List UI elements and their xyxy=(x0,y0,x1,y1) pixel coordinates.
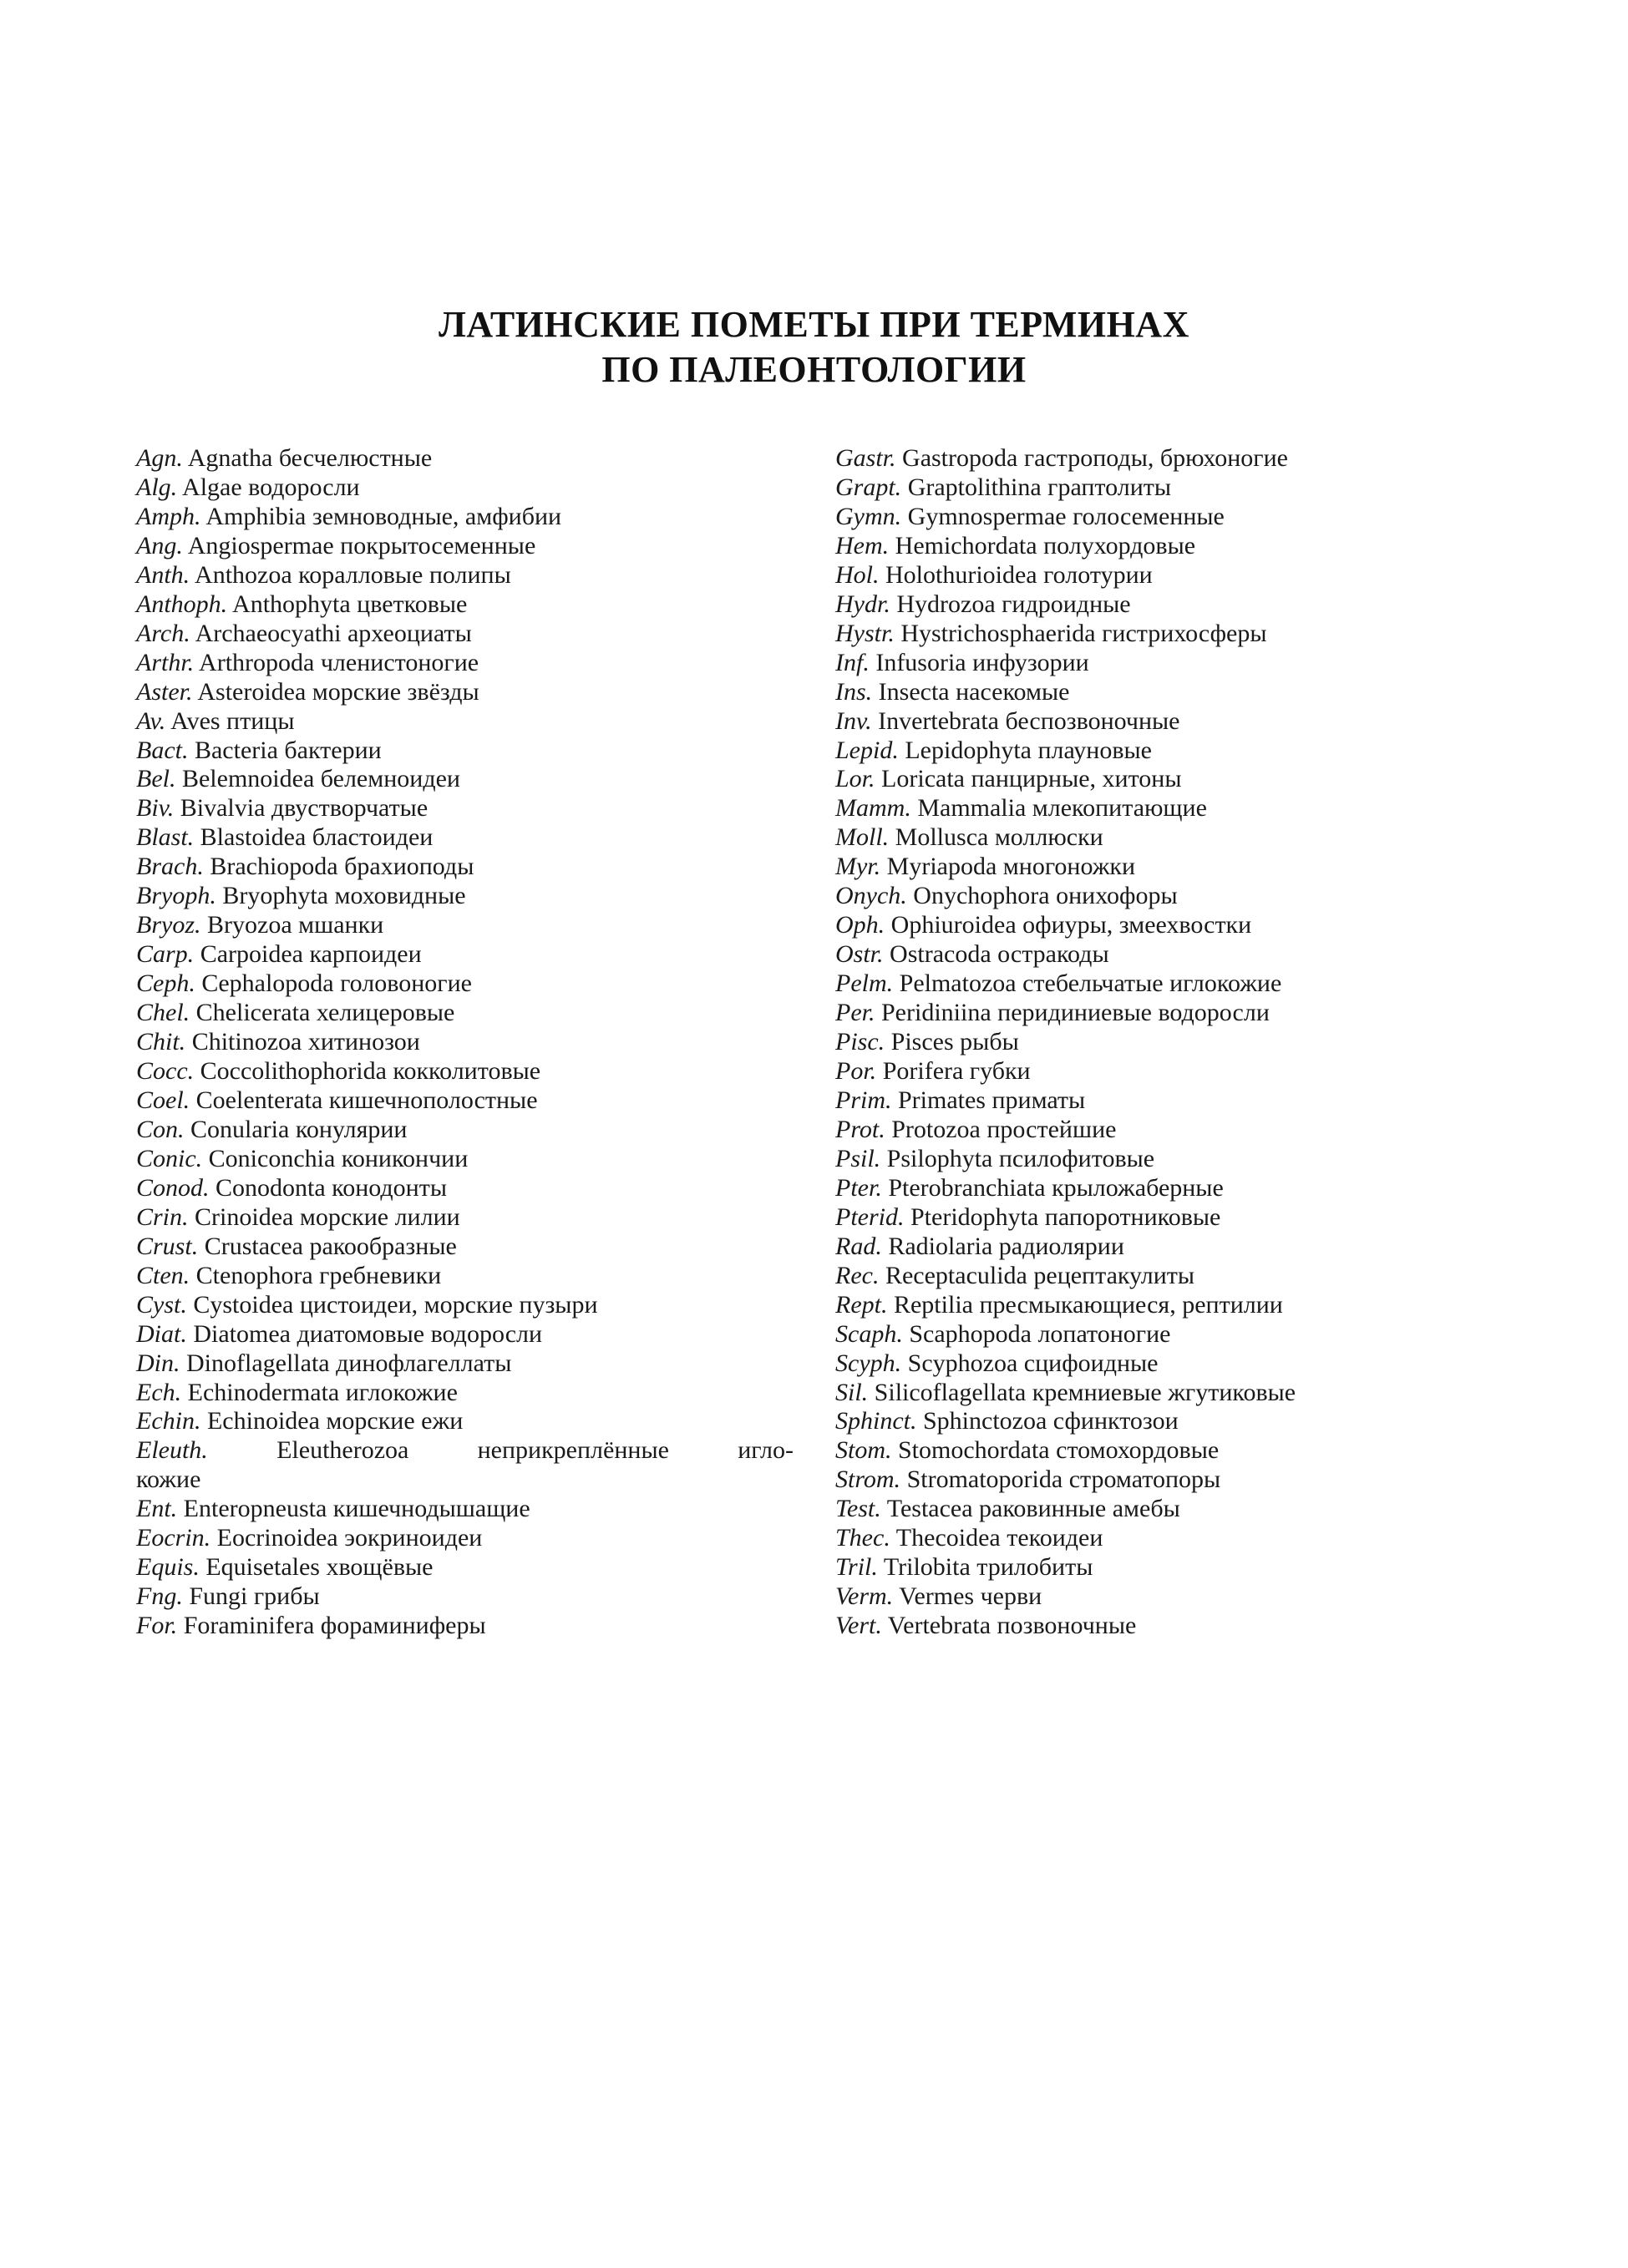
glossary-entry xyxy=(136,1436,794,1466)
page-title xyxy=(0,302,1628,392)
entry-abbreviation: Bryoz. xyxy=(136,911,201,939)
entry-term: Echinodermata иглокожие xyxy=(187,1378,458,1406)
entry-abbreviation: Av. xyxy=(136,706,166,735)
entry-abbreviation: Por. xyxy=(835,1057,877,1086)
glossary-entry xyxy=(136,561,794,590)
entry-abbreviation: Eleuth. xyxy=(136,1436,208,1465)
glossary-entry xyxy=(136,1233,794,1262)
entry-abbreviation: Blast. xyxy=(136,823,195,852)
entry-abbreviation: Rad. xyxy=(835,1232,882,1260)
entry-abbreviation: For. xyxy=(136,1612,178,1640)
entry-abbreviation: Gastr. xyxy=(835,444,896,472)
entry-abbreviation: Conic. xyxy=(136,1144,203,1172)
entry-abbreviation: Pisc. xyxy=(835,1028,885,1056)
entry-continuation: кожие xyxy=(136,1466,201,1494)
entry-term: Trilobita трилобиты xyxy=(883,1553,1093,1582)
glossary-entry xyxy=(136,737,794,766)
entry-term: Insecta насекомые xyxy=(878,677,1070,706)
entry-abbreviation: Ceph. xyxy=(136,969,195,998)
entry-term: Diatomea диатомовые водоросли xyxy=(193,1319,543,1348)
entry-term: Pterobranchiata крыложаберные xyxy=(888,1173,1224,1202)
entry-term: Radiolaria радиолярии xyxy=(888,1232,1124,1260)
entry-term: Onychophora онихофоры xyxy=(913,882,1178,910)
entry-abbreviation: Oph. xyxy=(835,911,885,939)
entry-abbreviation: Rept. xyxy=(835,1290,888,1319)
glossary-entry xyxy=(835,765,1495,794)
glossary-entry xyxy=(136,1057,794,1086)
entry-abbreviation: Ang. xyxy=(136,531,183,559)
entry-term: Enteropneusta кишечнодышащие xyxy=(183,1495,530,1523)
entry-term: Peridiniina перидиниевые водоросли xyxy=(881,999,1270,1027)
entry-term: Myriapoda многоножки xyxy=(886,853,1136,881)
entry-term: Ophiuroidea офиуры, змеехвостки xyxy=(890,911,1252,939)
entry-abbreviation: Test. xyxy=(835,1495,881,1523)
entry-abbreviation: Arthr. xyxy=(136,648,195,676)
entry-abbreviation: Ent. xyxy=(136,1495,178,1523)
entry-term: Pteridophyta папоротниковые xyxy=(910,1202,1221,1231)
entry-term: Gastropoda гастроподы, брюхоногие xyxy=(902,444,1288,472)
entry-abbreviation: Echin. xyxy=(136,1407,201,1435)
entry-abbreviation: Bact. xyxy=(136,736,189,764)
glossary-entry xyxy=(835,1145,1495,1174)
glossary-entry xyxy=(835,1349,1495,1379)
entry-term: Pisces рыбы xyxy=(890,1028,1019,1056)
entry-abbreviation: Thec. xyxy=(835,1524,890,1552)
entry-term: Algae водоросли xyxy=(182,473,360,501)
entry-abbreviation: Bryoph. xyxy=(136,882,216,910)
glossary-entry xyxy=(835,737,1495,766)
entry-abbreviation: Inf. xyxy=(835,648,870,676)
glossary-entry xyxy=(835,1203,1495,1233)
entry-abbreviation: Ins. xyxy=(835,677,873,706)
entry-term: Bacteria бактерии xyxy=(194,736,382,764)
entry-abbreviation: Con. xyxy=(136,1115,185,1143)
entry-abbreviation: Hol. xyxy=(835,560,880,589)
entry-abbreviation: Cten. xyxy=(136,1261,190,1289)
entry-abbreviation: Chit. xyxy=(136,1028,186,1056)
glossary-entry xyxy=(835,911,1495,940)
entry-term: Foraminifera фораминиферы xyxy=(183,1612,486,1640)
entry-abbreviation: Bel. xyxy=(136,765,176,793)
entry-term: Fungi грибы xyxy=(189,1582,320,1611)
entry-abbreviation: Lepid. xyxy=(835,736,899,764)
entry-term: Brachiopoda брахиоподы xyxy=(210,853,474,881)
glossary-entry xyxy=(835,1524,1495,1553)
entry-term: Lepidophyta плауновые xyxy=(905,736,1152,764)
entry-abbreviation: Moll. xyxy=(835,823,890,852)
glossary-entry xyxy=(835,794,1495,823)
entry-abbreviation: Mamm. xyxy=(835,794,911,823)
entry-term: Amphibia земноводные, амфибии xyxy=(205,502,562,530)
entry-abbreviation: Anth. xyxy=(136,560,190,589)
entry-abbreviation: Crust. xyxy=(136,1232,199,1260)
entry-term: Coniconchia коникончии xyxy=(208,1144,469,1172)
glossary-entry xyxy=(835,882,1495,911)
glossary-entry xyxy=(835,853,1495,882)
entry-term: Mollusca моллюски xyxy=(895,823,1103,852)
entry-abbreviation: Hystr. xyxy=(835,619,895,647)
glossary-entry xyxy=(136,473,794,503)
entry-term: Scyphozoa сцифоидные xyxy=(907,1349,1159,1377)
entry-term: Dinoflagellata динофлагеллаты xyxy=(186,1349,512,1377)
entry-term: Bivalvia двустворчатые xyxy=(180,794,429,823)
entry-term: Ctenophora гребневики xyxy=(195,1261,442,1289)
entry-abbreviation: Prim. xyxy=(835,1086,892,1114)
entry-abbreviation: Vert. xyxy=(835,1612,882,1640)
entry-abbreviation: Stom. xyxy=(835,1436,892,1465)
glossary-entry xyxy=(835,678,1495,707)
entry-abbreviation: Cocc. xyxy=(136,1057,195,1086)
glossary-entry xyxy=(136,678,794,707)
entry-term: Graptolithina граптолиты xyxy=(907,473,1172,501)
glossary-entry xyxy=(835,1466,1495,1495)
entry-term: Anthozoa коралловые полипы xyxy=(195,560,511,589)
entry-abbreviation: Hydr. xyxy=(835,590,890,618)
entry-abbreviation: Equis. xyxy=(136,1553,200,1582)
glossary-entry xyxy=(835,1086,1495,1116)
entry-abbreviation: Ech. xyxy=(136,1378,182,1406)
entry-term: Primates приматы xyxy=(898,1086,1086,1114)
glossary-entry xyxy=(835,823,1495,853)
entry-term: Vertebrata позвоночные xyxy=(887,1612,1137,1640)
entry-term: Blastoidea бластоидеи xyxy=(200,823,434,852)
entry-abbreviation: Carp. xyxy=(136,940,195,969)
glossary-entry xyxy=(835,1495,1495,1524)
entry-term: Eocrinoidea эокриноидеи xyxy=(216,1524,483,1552)
glossary-entry xyxy=(136,1145,794,1174)
glossary-entry xyxy=(835,1028,1495,1057)
entry-term: Thecoidea текоидеи xyxy=(895,1524,1103,1552)
entry-term: Crustacea ракообразные xyxy=(204,1232,457,1260)
entry-abbreviation: Verm. xyxy=(835,1582,894,1611)
glossary-entry xyxy=(136,1407,794,1436)
glossary-entry xyxy=(136,1203,794,1233)
entry-abbreviation: Conod. xyxy=(136,1173,210,1202)
entry-term: Cystoidea цистоидеи, морские пузыри xyxy=(193,1290,598,1319)
glossary-entry xyxy=(136,1495,794,1524)
entry-abbreviation: Prot. xyxy=(835,1115,885,1143)
glossary-entry xyxy=(136,882,794,911)
entry-abbreviation: Lor. xyxy=(835,765,875,793)
glossary-entry xyxy=(136,765,794,794)
glossary-entry xyxy=(136,794,794,823)
entry-abbreviation: Strom. xyxy=(835,1466,901,1494)
glossary-entry xyxy=(136,1612,794,1641)
glossary-entry xyxy=(835,1116,1495,1145)
entry-term: Invertebrata беспозвоночные xyxy=(878,706,1180,735)
entry-abbreviation: Sil. xyxy=(835,1378,869,1406)
glossary-entry xyxy=(136,940,794,969)
glossary-entry xyxy=(835,620,1495,649)
entry-abbreviation: Diat. xyxy=(136,1319,187,1348)
entry-term: Reptilia пресмыкающиеся, рептилии xyxy=(893,1290,1283,1319)
entry-term: Archaeocyathi археоциаты xyxy=(195,619,472,647)
glossary-entry xyxy=(136,649,794,678)
entry-term: Coelenterata кишечнополостные xyxy=(195,1086,538,1114)
glossary-entry xyxy=(136,1262,794,1291)
glossary-entry xyxy=(136,1174,794,1203)
entry-abbreviation: Biv. xyxy=(136,794,175,823)
entry-term: Belemnoidea белемноидеи xyxy=(181,765,460,793)
entry-term: Equisetales хвощёвые xyxy=(205,1553,434,1582)
entry-abbreviation: Ostr. xyxy=(835,940,884,969)
entry-term: Holothurioidea голотурии xyxy=(885,560,1153,589)
entry-term: Infusoria инфузории xyxy=(875,648,1089,676)
glossary-entry xyxy=(835,1407,1495,1436)
entry-abbreviation: Inv. xyxy=(835,706,872,735)
entry-term: Chelicerata хелицеровые xyxy=(195,999,455,1027)
glossary-entry xyxy=(136,707,794,737)
entry-abbreviation: Crin. xyxy=(136,1202,189,1231)
entry-term: Crinoidea морские лилии xyxy=(195,1202,460,1231)
entry-abbreviation: Pterid. xyxy=(835,1202,905,1231)
entry-term: Vermes черви xyxy=(899,1582,1042,1611)
entry-abbreviation: Brach. xyxy=(136,853,204,881)
glossary-entry xyxy=(136,911,794,940)
glossary-entry xyxy=(136,503,794,532)
entry-term: Carpoidea карпоидеи xyxy=(200,940,422,969)
glossary-entry xyxy=(136,1349,794,1379)
entry-abbreviation: Coel. xyxy=(136,1086,190,1114)
entry-abbreviation: Myr. xyxy=(835,853,881,881)
entry-abbreviation: Onych. xyxy=(835,882,907,910)
entry-term: Arthropoda членистоногие xyxy=(199,648,479,676)
glossary-entry xyxy=(835,940,1495,969)
entry-term: Coccolithophorida кокколитовые xyxy=(200,1057,541,1086)
entry-term: Stromatoporida строматопоры xyxy=(906,1466,1221,1494)
entry-abbreviation: Fng. xyxy=(136,1582,183,1611)
glossary-entry xyxy=(835,1436,1495,1466)
glossary-entry xyxy=(835,444,1495,473)
entry-term: Scaphopoda лопатоногие xyxy=(909,1319,1171,1348)
entry-abbreviation: Cyst. xyxy=(136,1290,187,1319)
entry-term: Testacea раковинные амебы xyxy=(886,1495,1180,1523)
glossary-entry xyxy=(835,1320,1495,1349)
glossary-entry xyxy=(835,649,1495,678)
entry-term: Chitinozoa хитинозои xyxy=(191,1028,420,1056)
entry-term: Pelmatozoa стебельчатые иглокожие xyxy=(899,969,1282,998)
entry-abbreviation: Aster. xyxy=(136,677,193,706)
glossary-entry xyxy=(136,444,794,473)
glossary-entry xyxy=(835,503,1495,532)
glossary-entry xyxy=(835,1174,1495,1203)
glossary-entry xyxy=(136,969,794,999)
entry-term: Bryophyta моховидные xyxy=(222,882,466,910)
entry-abbreviation: Hem. xyxy=(835,531,890,559)
glossary-entry xyxy=(835,1233,1495,1262)
entry-abbreviation: Pelm. xyxy=(835,969,894,998)
glossary-entry xyxy=(835,561,1495,590)
page-title-line-1: ЛАТИНСКИЕ ПОМЕТЫ ПРИ ТЕРМИНАХ xyxy=(439,304,1189,345)
entry-abbreviation: Psil. xyxy=(835,1144,881,1172)
glossary-entry xyxy=(136,823,794,853)
entry-abbreviation: Alg. xyxy=(136,473,178,501)
entry-term: Anthophyta цветковые xyxy=(232,590,468,618)
entry-term: Silicoflagellata кремниевые жгутиковые xyxy=(874,1378,1296,1406)
glossary-entry xyxy=(835,1057,1495,1086)
entry-term: Porifera губки xyxy=(882,1057,1031,1086)
entry-abbreviation: Pter. xyxy=(835,1173,882,1202)
entry-term: Asteroidea морские звёзды xyxy=(197,677,479,706)
glossary-entry xyxy=(136,853,794,882)
page-title-line-2: ПО ПАЛЕОНТОЛОГИИ xyxy=(601,349,1027,390)
glossary-entry xyxy=(136,1553,794,1582)
glossary-entry xyxy=(136,1116,794,1145)
glossary-entry xyxy=(136,532,794,561)
glossary-entry xyxy=(136,1524,794,1553)
entry-term: Echinoidea морские ежи xyxy=(206,1407,464,1435)
glossary-entry xyxy=(136,620,794,649)
entry-term: Gymnospermae голосеменные xyxy=(907,502,1225,530)
entry-abbreviation: Grapt. xyxy=(835,473,902,501)
entry-abbreviation: Scyph. xyxy=(835,1349,902,1377)
glossary-entry xyxy=(835,1553,1495,1582)
entry-abbreviation: Sphinct. xyxy=(835,1407,917,1435)
entry-term: Agnatha бесчелюстные xyxy=(187,444,433,472)
left-column xyxy=(136,444,794,1641)
entry-term: Hystrichosphaerida гистрихосферы xyxy=(900,619,1267,647)
entry-term: Eleutherozoa неприкреплённые игло- xyxy=(276,1436,794,1465)
entry-term: Protozoa простейшие xyxy=(891,1115,1117,1143)
entry-term: Psilophyta псилофитовые xyxy=(886,1144,1155,1172)
entry-term: Sphinctozoa сфинктозои xyxy=(923,1407,1179,1435)
glossary-entry xyxy=(835,1379,1495,1408)
glossary-entry xyxy=(835,590,1495,620)
glossary-entry xyxy=(136,1379,794,1408)
entry-term: Stomochordata стомохордовые xyxy=(898,1436,1220,1465)
entry-abbreviation: Per. xyxy=(835,999,875,1027)
glossary-entry xyxy=(136,1028,794,1057)
right-column xyxy=(835,444,1495,1641)
glossary-entry xyxy=(835,1262,1495,1291)
entry-term: Conularia конулярии xyxy=(190,1115,408,1143)
glossary-entry xyxy=(835,1582,1495,1612)
entry-term: Hydrozoa гидроидные xyxy=(896,590,1131,618)
entry-term: Aves птицы xyxy=(170,706,295,735)
entry-term: Loricata панцирные, хитоны xyxy=(881,765,1182,793)
entry-term: Mammalia млекопитающие xyxy=(917,794,1207,823)
entry-term: Conodonta конодонты xyxy=(216,1173,448,1202)
glossary-entry xyxy=(835,532,1495,561)
glossary-entry xyxy=(835,999,1495,1028)
glossary-entry xyxy=(136,999,794,1028)
entry-term: Cephalopoda головоногие xyxy=(201,969,472,998)
glossary-entry xyxy=(835,1612,1495,1641)
glossary-entry xyxy=(835,707,1495,737)
entry-abbreviation: Anthoph. xyxy=(136,590,228,618)
entry-abbreviation: Eocrin. xyxy=(136,1524,211,1552)
entry-abbreviation: Arch. xyxy=(136,619,190,647)
entry-term: Receptaculida рецептакулиты xyxy=(885,1261,1195,1289)
entry-abbreviation: Amph. xyxy=(136,502,201,530)
entry-abbreviation: Gymn. xyxy=(835,502,902,530)
glossary-entry xyxy=(136,1320,794,1349)
glossary-entry xyxy=(136,590,794,620)
entry-abbreviation: Scaph. xyxy=(835,1319,903,1348)
entry-term: Bryozoa мшанки xyxy=(207,911,384,939)
glossary-entry xyxy=(835,1291,1495,1320)
glossary-entry xyxy=(835,473,1495,503)
glossary-entry xyxy=(835,969,1495,999)
entry-abbreviation: Din. xyxy=(136,1349,180,1377)
entry-abbreviation: Agn. xyxy=(136,444,183,472)
glossary-entry xyxy=(136,1086,794,1116)
glossary-entry xyxy=(136,1291,794,1320)
entry-term: Angiospermae покрытосеменные xyxy=(187,531,536,559)
entry-abbreviation: Rec. xyxy=(835,1261,880,1289)
glossary-entry xyxy=(136,1582,794,1612)
entry-term: Ostracoda остракоды xyxy=(890,940,1109,969)
entry-abbreviation: Chel. xyxy=(136,999,190,1027)
entry-abbreviation: Tril. xyxy=(835,1553,878,1582)
entry-term: Hemichordata полухордовые xyxy=(895,531,1196,559)
